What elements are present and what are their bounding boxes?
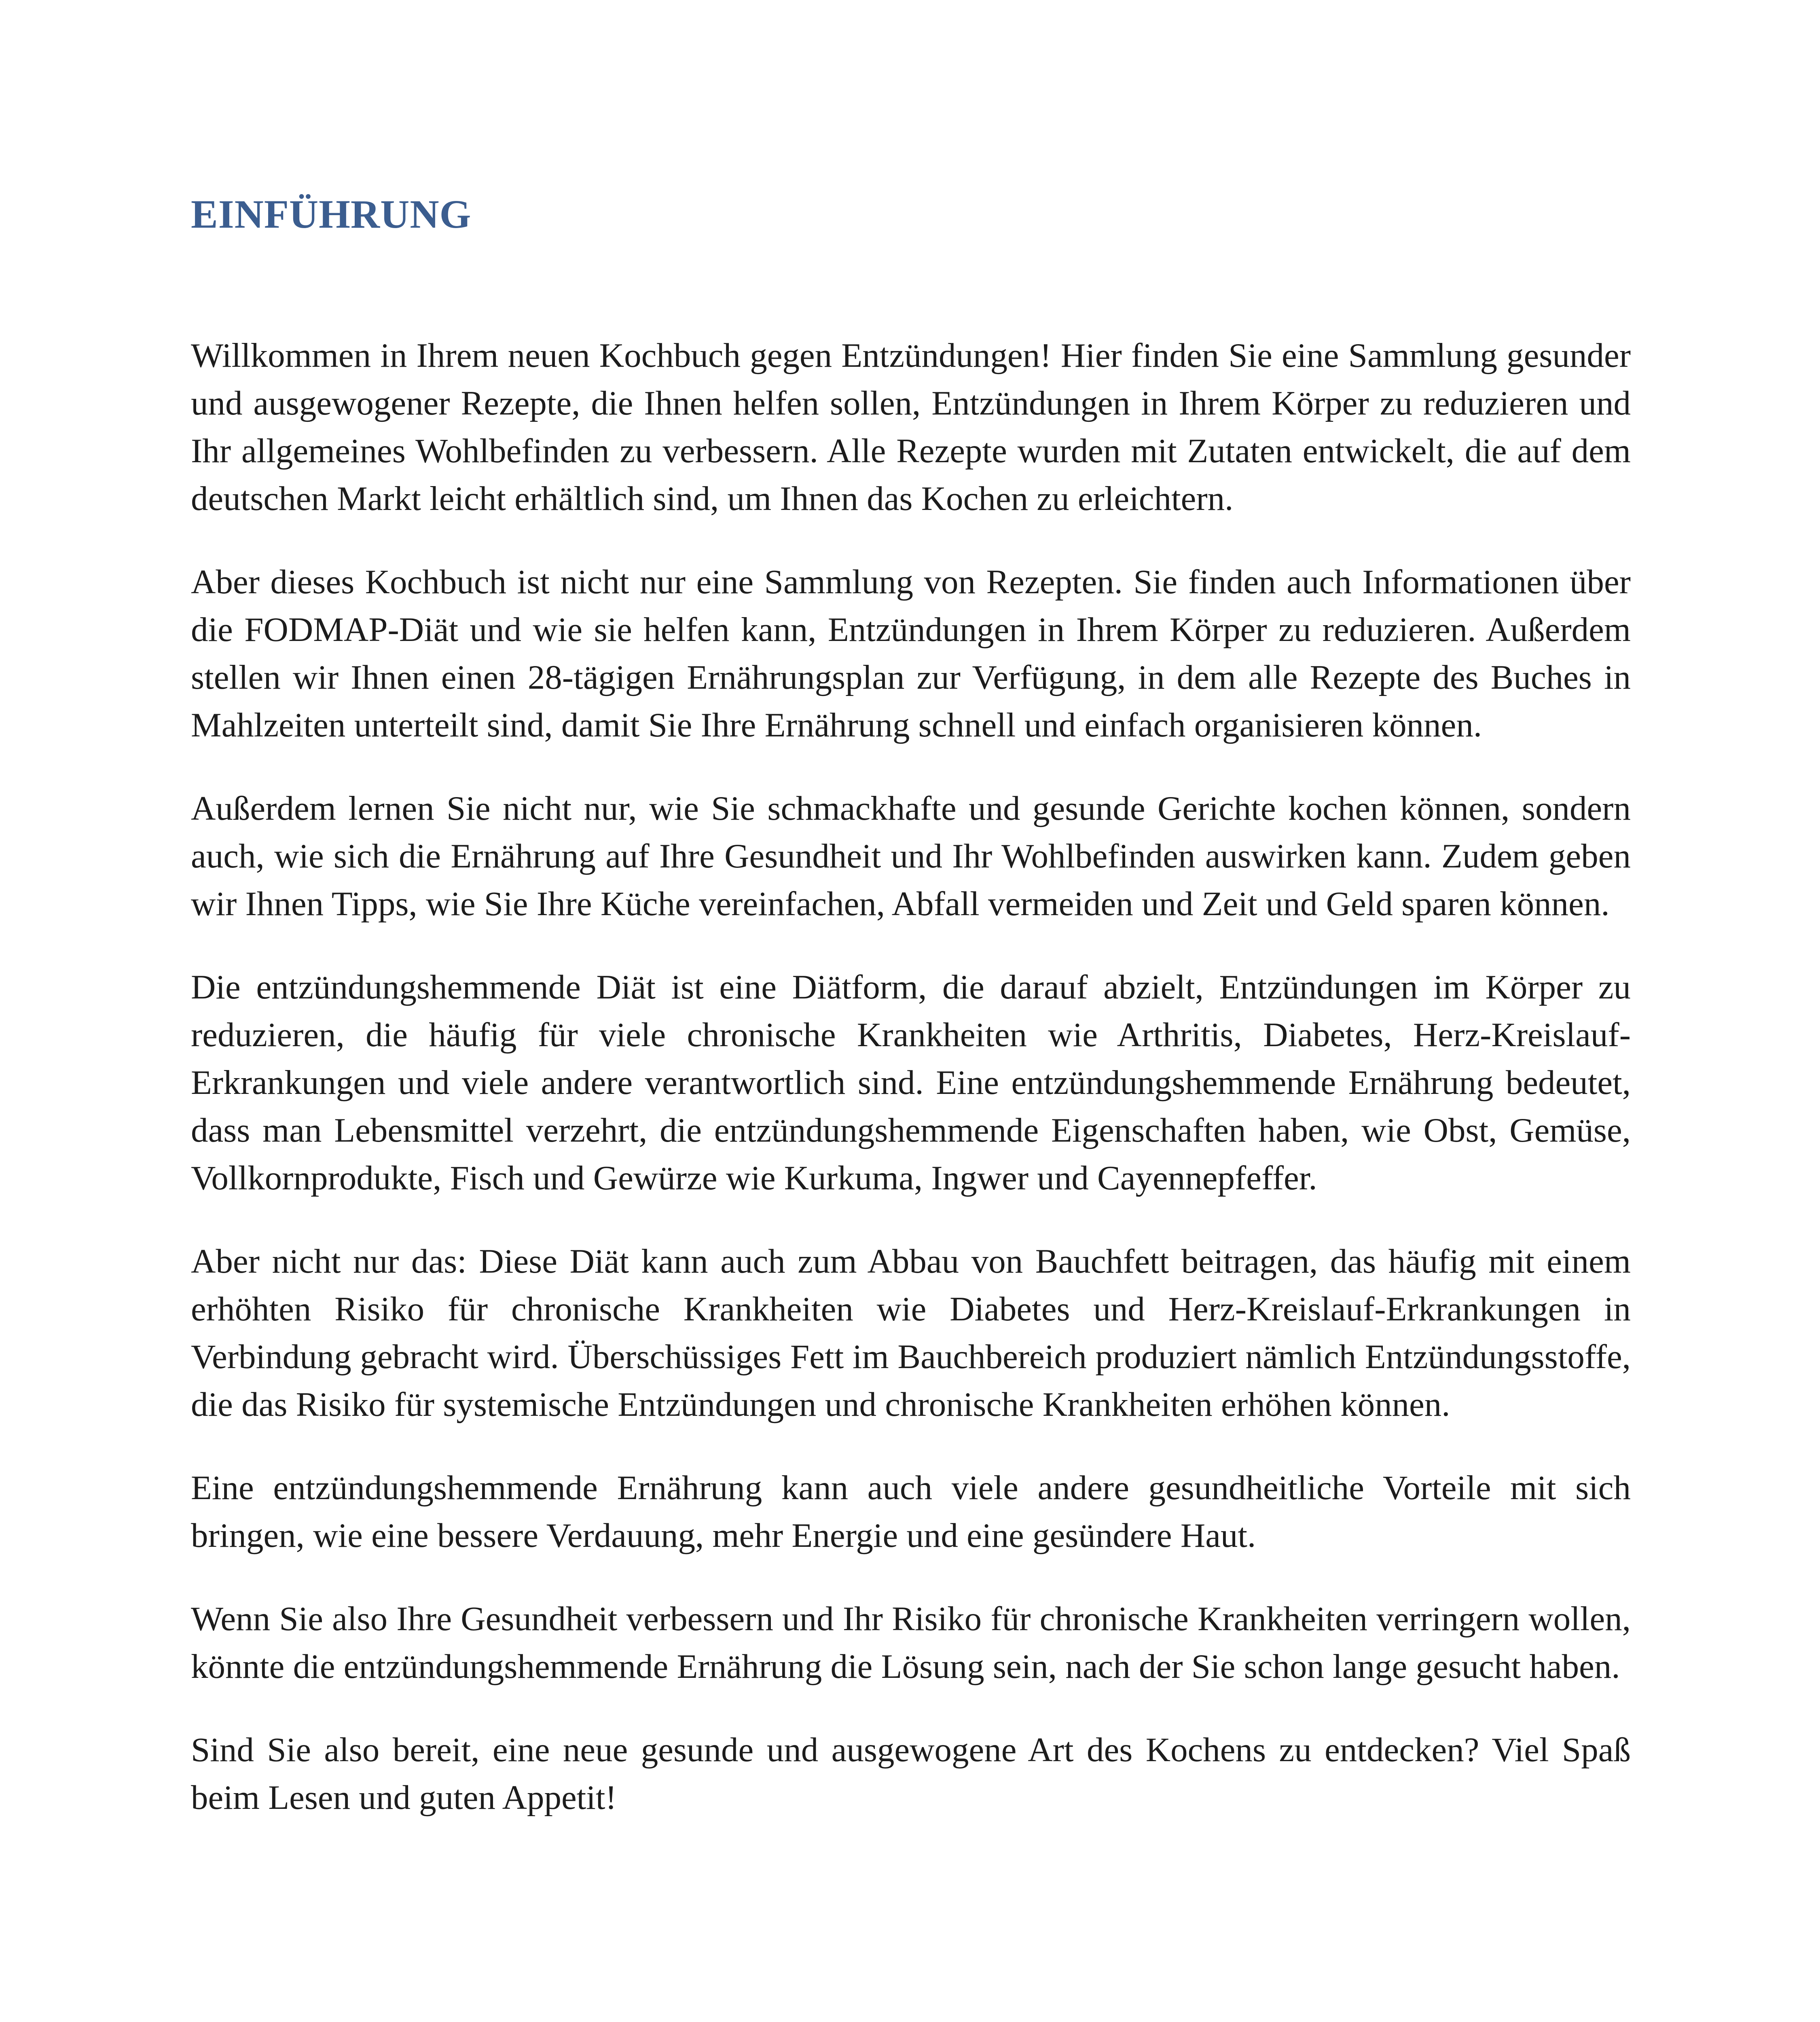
paragraph-6: Eine entzündungshemmende Ernährung kann auch viele andere gesundheitliche Vorteile mit sich bringen, wie eine bessere Verdauung, mehr Energie und eine gesündere Haut.: [191, 1469, 1631, 1555]
paragraph-2: Aber dieses Kochbuch ist nicht nur eine Sammlung von Rezepten. Sie finden auch Informationen über die FODMAP-Diät und wie sie helfen kann, Entzündungen in Ihrem Körper zu reduzieren. Außerdem stellen wir Ihnen einen 28-tägigen Ernährungsplan zur Verfügung, in dem alle Rezepte des Buches in Mahlzeiten unterteilt sind, damit Sie Ihre Ernährung schnell und einfach organisieren können.: [191, 563, 1631, 744]
paragraph-7: Wenn Sie also Ihre Gesundheit verbessern und Ihr Risiko für chronische Krankheiten verringern wollen, könnte die entzündungshemmende Ernährung die Lösung sein, nach der Sie schon lange gesucht haben.: [191, 1600, 1631, 1686]
body-text: [191, 332, 1631, 1857]
paragraph-4: Die entzündungshemmende Diät ist eine Diätform, die darauf abzielt, Entzündungen im Körper zu reduzieren, die häufig für viele chronische Krankheiten wie Arthritis, Diabetes, Herz-Kreislauf-Erkrankungen und viele andere verantwortlich sind. Eine entzündungshemmende Ernährung bedeutet, dass man Lebensmittel verzehrt, die entzündungshemmende Eigenschaften haben, wie Obst, Gemüse, Vollkornprodukte, Fisch und Gewürze wie Kurkuma, Ingwer und Cayennepfeffer.: [191, 968, 1631, 1197]
page-title: EINFÜHRUNG: [191, 192, 472, 237]
paragraph-1: Willkommen in Ihrem neuen Kochbuch gegen Entzündungen! Hier finden Sie eine Sammlung gesunder und ausgewogener Rezepte, die Ihnen helfen sollen, Entzündungen in Ihrem Körper zu reduzieren und Ihr allgemeines Wohlbefinden zu verbessern. Alle Rezepte wurden mit Zutaten entwickelt, die auf dem deutschen Markt leicht erhältlich sind, um Ihnen das Kochen zu erleichtern.: [191, 336, 1631, 518]
paragraph-5: Aber nicht nur das: Diese Diät kann auch zum Abbau von Bauchfett beitragen, das häufig mit einem erhöhten Risiko für chronische Krankheiten wie Diabetes und Herz-Kreislauf-Erkrankungen in Verbindung gebracht wird. Überschüssiges Fett im Bauchbereich produziert nämlich Entzündungsstoffe, die das Risiko für systemische Entzündungen und chronische Krankheiten erhöhen können.: [191, 1242, 1631, 1423]
paragraph-3: Außerdem lernen Sie nicht nur, wie Sie schmackhafte und gesunde Gerichte kochen können, sondern auch, wie sich die Ernährung auf Ihre Gesundheit und Ihr Wohlbefinden auswirken kann. Zudem geben wir Ihnen Tipps, wie Sie Ihre Küche vereinfachen, Abfall vermeiden und Zeit und Geld sparen können.: [191, 789, 1631, 923]
paragraph-8: Sind Sie also bereit, eine neue gesunde und ausgewogene Art des Kochens zu entdecken? Viel Spaß beim Lesen und guten Appetit!: [191, 1731, 1631, 1817]
